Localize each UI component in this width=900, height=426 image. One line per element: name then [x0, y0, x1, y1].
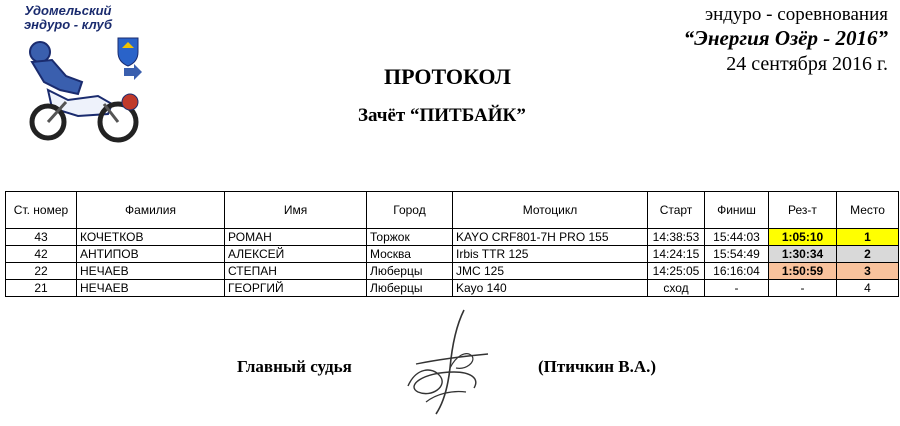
cell-surname: КОЧЕТКОВ — [77, 229, 225, 246]
col-header-bike: Мотоцикл — [453, 192, 648, 229]
cell-start: 14:25:05 — [648, 263, 705, 280]
event-name: “Энергия Озёр - 2016” — [683, 26, 888, 50]
cell-result: 1:50:59 — [769, 263, 837, 280]
table-row — [6, 280, 899, 297]
cell-bike: Irbis TTR 125 — [453, 246, 648, 263]
cell-name: РОМАН — [225, 229, 367, 246]
table-header-row — [6, 192, 899, 229]
col-header-city: Город — [367, 192, 453, 229]
cell-result: 1:05:10 — [769, 229, 837, 246]
cell-bike: Kayo 140 — [453, 280, 648, 297]
document-title: ПРОТОКОЛ — [384, 64, 511, 89]
col-header-finish: Финиш — [705, 192, 769, 229]
cell-number: 21 — [6, 280, 77, 297]
results-table — [5, 191, 899, 297]
cell-city: Москва — [367, 246, 453, 263]
cell-name: АЛЕКСЕЙ — [225, 246, 367, 263]
col-header-place: Место — [837, 192, 899, 229]
cell-place: 2 — [837, 246, 899, 263]
cell-finish: 16:16:04 — [705, 263, 769, 280]
signature-icon — [396, 306, 506, 422]
cell-finish: 15:44:03 — [705, 229, 769, 246]
cell-place: 3 — [837, 263, 899, 280]
chief-judge-label: Главный судья — [237, 357, 352, 376]
cell-start: сход — [648, 280, 705, 297]
cell-place: 4 — [837, 280, 899, 297]
cell-name: ГЕОРГИЙ — [225, 280, 367, 297]
cell-place: 1 — [837, 229, 899, 246]
col-header-name: Имя — [225, 192, 367, 229]
cell-start: 14:24:15 — [648, 246, 705, 263]
club-name-line2: эндуро - клуб — [24, 17, 112, 32]
club-name-line1: Удомельский — [24, 3, 112, 18]
col-header-start: Старт — [648, 192, 705, 229]
cell-surname: НЕЧАЕВ — [77, 263, 225, 280]
cell-number: 43 — [6, 229, 77, 246]
cell-surname: НЕЧАЕВ — [77, 280, 225, 297]
club-logo — [8, 4, 148, 146]
col-header-result: Рез-т — [769, 192, 837, 229]
cell-number: 42 — [6, 246, 77, 263]
cell-city: Люберцы — [367, 280, 453, 297]
cell-city: Торжок — [367, 229, 453, 246]
cell-finish: - — [705, 280, 769, 297]
chief-judge-name: (Птичкин В.А.) — [538, 357, 657, 376]
cell-bike: JMC 125 — [453, 263, 648, 280]
motocross-rider-icon — [8, 4, 148, 146]
event-type: эндуро - соревнования — [704, 4, 888, 25]
event-date: 24 сентября 2016 г. — [726, 53, 888, 75]
cell-bike: KAYO CRF801-7H PRO 155 — [453, 229, 648, 246]
col-header-surname: Фамилия — [77, 192, 225, 229]
col-header-number: Ст. номер — [6, 192, 77, 229]
table-row — [6, 229, 899, 246]
cell-finish: 15:54:49 — [705, 246, 769, 263]
cell-start: 14:38:53 — [648, 229, 705, 246]
cell-surname: АНТИПОВ — [77, 246, 225, 263]
table-row — [6, 246, 899, 263]
cell-number: 22 — [6, 263, 77, 280]
document-subtitle: Зачёт “ПИТБАЙК” — [358, 105, 526, 126]
table-row — [6, 263, 899, 280]
cell-name: СТЕПАН — [225, 263, 367, 280]
cell-result: 1:30:34 — [769, 246, 837, 263]
cell-city: Люберцы — [367, 263, 453, 280]
cell-result: - — [769, 280, 837, 297]
